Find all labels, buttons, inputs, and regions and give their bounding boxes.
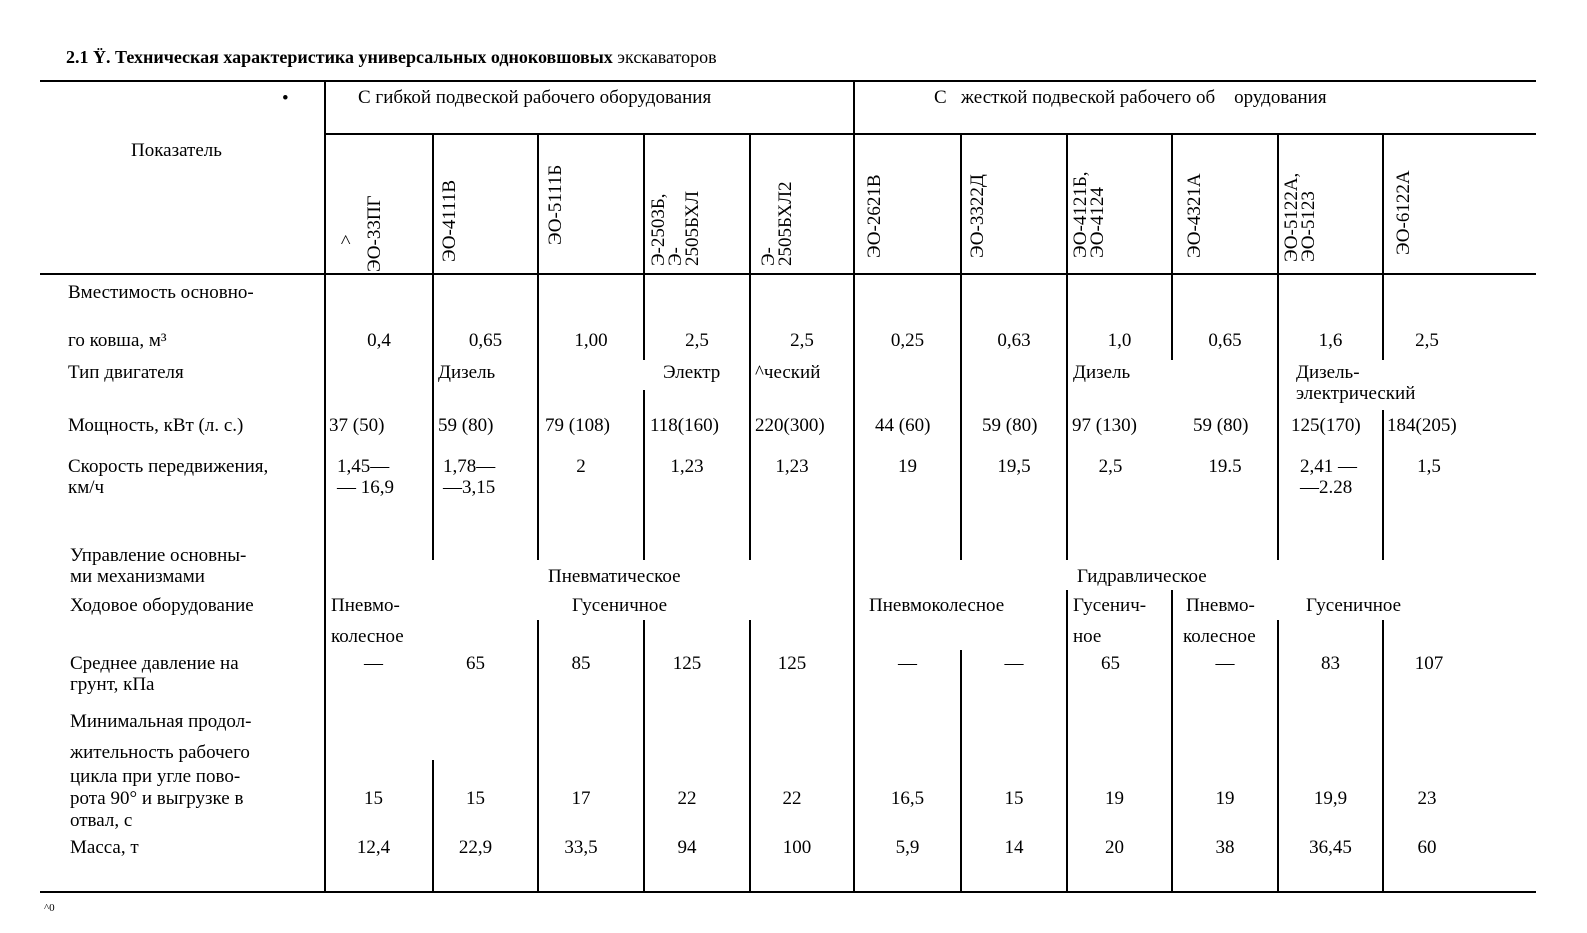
header-divider [960,133,962,275]
body-divider [432,760,434,892]
model-prefix: > [336,234,357,245]
model-header: ЭО-3322Д [967,174,988,258]
row-label-speed: Скорость передвижения, [68,456,269,477]
table-cell: 1,78— —3,15 [443,456,496,498]
table-cell: 2,41 — —2.28 [1300,456,1357,498]
model-header: Э-2503Б, Э- 2505БХЛ [648,190,703,266]
row-label-speed: км/ч [68,477,105,498]
table-cell: 5,9 [895,837,920,858]
body-divider [749,275,751,560]
header-divider [749,133,751,275]
table-cell: 19 [898,456,917,477]
table-cell: 1,00 [574,330,608,351]
table-cell: 38 [1215,837,1235,858]
table-cell: 2 [576,456,586,477]
table-cell: — [898,653,917,674]
table-cell: 79 (108) [545,415,610,436]
table-cell: 37 (50) [329,415,385,436]
engine-diesel: Дизель [438,362,496,383]
running-gear-cell: Гусеничное [572,595,668,616]
table-cell: 12,4 [356,837,391,858]
header-divider [1171,133,1173,275]
table-cell: 125(170) [1291,415,1361,436]
row-label-cycle: Минимальная продол- [70,711,252,732]
body-divider [432,275,434,560]
table-title-tail: экскаваторов [617,47,717,67]
table-cell: 1,23 [670,456,704,477]
header-group-rule [325,133,1536,135]
table-cell: 33,5 [564,837,598,858]
row-label-power: Мощность, кВт (л. с.) [68,415,244,436]
header-divider [432,133,434,275]
table-cell: 23 [1417,788,1437,809]
engine-diesel-electric: электрический [1296,383,1416,404]
footer-mark: ^0 [44,902,55,914]
table-cell: — [364,653,383,674]
table-cell: 2,5 [1098,456,1123,477]
table-cell: 65 [466,653,485,674]
row-label-control: Управление основны- [70,545,247,566]
model-header: ЭО-6122А [1393,170,1414,255]
header-divider [1066,133,1068,275]
running-gear-cell: Пневмо- [331,595,400,616]
table-title-main: 2.1 Ÿ. Техническая характеристика универсальных одноковшовых [66,47,613,67]
table-cell: 44 (60) [875,415,931,436]
table-cell: 0,65 [1208,330,1242,351]
table-bottom-rule [40,891,1536,893]
row-label-control: ми механизмами [70,566,205,587]
header-divider [643,133,645,275]
table-cell: 1,5 [1417,456,1441,477]
table-cell: 1,6 [1318,330,1343,351]
row-label-cycle: отвал, с [70,810,133,831]
table-cell: 184(205) [1387,415,1457,436]
table-cell: 19,9 [1313,788,1348,809]
table-top-rule [40,80,1536,82]
running-gear-cell: Гусеничное [1306,595,1402,616]
body-divider [537,275,539,560]
row-label-cycle: цикла при угле пово- [70,766,241,787]
running-gear-cell: Гусенич- [1073,595,1147,616]
header-bottom-rule [40,273,1536,275]
row-label-running-gear: Ходовое оборудование [70,595,254,616]
row-label-engine: Тип двигателя [68,362,184,383]
table-cell: 19 [1105,788,1124,809]
header-divider [1277,133,1279,275]
table-cell: 22 [677,788,697,809]
table-cell: 15 [466,788,485,809]
table-cell: 83 [1321,653,1340,674]
table-cell: 16,5 [890,788,925,809]
header-divider [324,80,326,275]
table-cell: 1,45— — 16,9 [337,456,394,498]
running-gear-cell: ное [1073,626,1102,647]
table-cell: 15 [1004,788,1024,809]
table-cell: 20 [1105,837,1124,858]
table-cell: 1,23 [775,456,809,477]
table-cell: 125 [777,653,807,674]
row-label-pressure: Среднее давление на [70,653,239,674]
table-cell: 2,5 [1415,330,1439,351]
model-header: ЭО-4111В [439,179,460,262]
indicator-header: Показатель [131,140,222,161]
row-label-cycle: жительность рабочего [70,742,250,763]
table-cell: — [1215,653,1235,674]
table-cell: 100 [782,837,812,858]
table-cell: 107 [1414,653,1444,674]
row-label-mass: Масса, т [70,837,139,858]
table-cell: — [1004,653,1024,674]
group-header-rigid: С жесткой подвеской рабочего об орудования [934,87,1327,108]
row-label-cycle: рота 90° и выгрузке в [70,788,244,809]
model-header: ЭО-5122А, ЭО-5123 [1281,172,1319,262]
table-cell: 94 [677,837,697,858]
row-label-capacity: Вместимость основно- [68,282,254,303]
row-label-pressure: грунт, кПа [70,674,155,695]
engine-electric: ^ческий [755,362,821,383]
table-cell: 19,5 [997,456,1031,477]
table-cell: 59 (80) [1193,415,1249,436]
model-header: ЭО-2621В [864,174,885,258]
table-cell: 2,5 [685,330,709,351]
body-divider [1066,275,1068,560]
model-header: ЭО-4321А [1184,173,1205,258]
table-cell: 125 [672,653,702,674]
engine-diesel-electric: Дизель- [1296,362,1360,383]
header-divider [853,80,855,275]
running-gear-cell: колесное [331,626,404,647]
engine-electric: Электр [663,362,721,383]
table-cell: 0,63 [997,330,1031,351]
body-divider [960,275,962,560]
table-title [66,47,717,68]
table-cell: 85 [571,653,591,674]
table-cell: 17 [571,788,591,809]
table-cell: 22 [782,788,802,809]
table-cell: 14 [1004,837,1024,858]
control-hydraulic: Гидравлическое [1077,566,1207,587]
body-divider [1277,275,1279,560]
running-gear-cell: колесное [1183,626,1256,647]
model-header: ЭО-4121Б, ЭО-4124 [1070,171,1108,258]
control-pneumatic: Пневматическое [548,566,681,587]
running-gear-cell: Пневмо- [1186,595,1255,616]
table-cell: 220(300) [755,415,825,436]
row-label-capacity: го ковша, м³ [68,330,167,351]
table-cell: 59 (80) [438,415,494,436]
model-header: Э- 2505БХЛ2 [758,181,796,266]
table-cell: 36,45 [1309,837,1352,858]
table-cell: 1,0 [1107,330,1132,351]
header-divider [1382,133,1384,275]
model-header: ЭО-33ПГ [364,195,385,272]
table-cell: 97 (130) [1072,415,1137,436]
table-cell: 0,4 [367,330,391,351]
table-cell: 65 [1101,653,1120,674]
table-cell: 19.5 [1208,456,1242,477]
group-header-flexible: С гибкой подвеской рабочего оборудования [358,87,712,108]
engine-diesel: Дизель [1073,362,1131,383]
model-header: ЭО-5111Б [545,164,566,245]
table-cell: 118(160) [650,415,719,436]
table-cell: 15 [364,788,383,809]
table-cell: 19 [1215,788,1235,809]
header-divider [537,133,539,275]
body-divider [1382,410,1384,560]
table-cell: 60 [1417,837,1437,858]
table-cell: 2,5 [790,330,814,351]
table-cell: 0,25 [890,330,925,351]
running-gear-cell: Пневмоколесное [869,595,1005,616]
table-cell: 0,65 [468,330,503,351]
header-bullet: • [282,88,289,109]
table-cell: 22,9 [458,837,493,858]
table-cell: 59 (80) [982,415,1038,436]
